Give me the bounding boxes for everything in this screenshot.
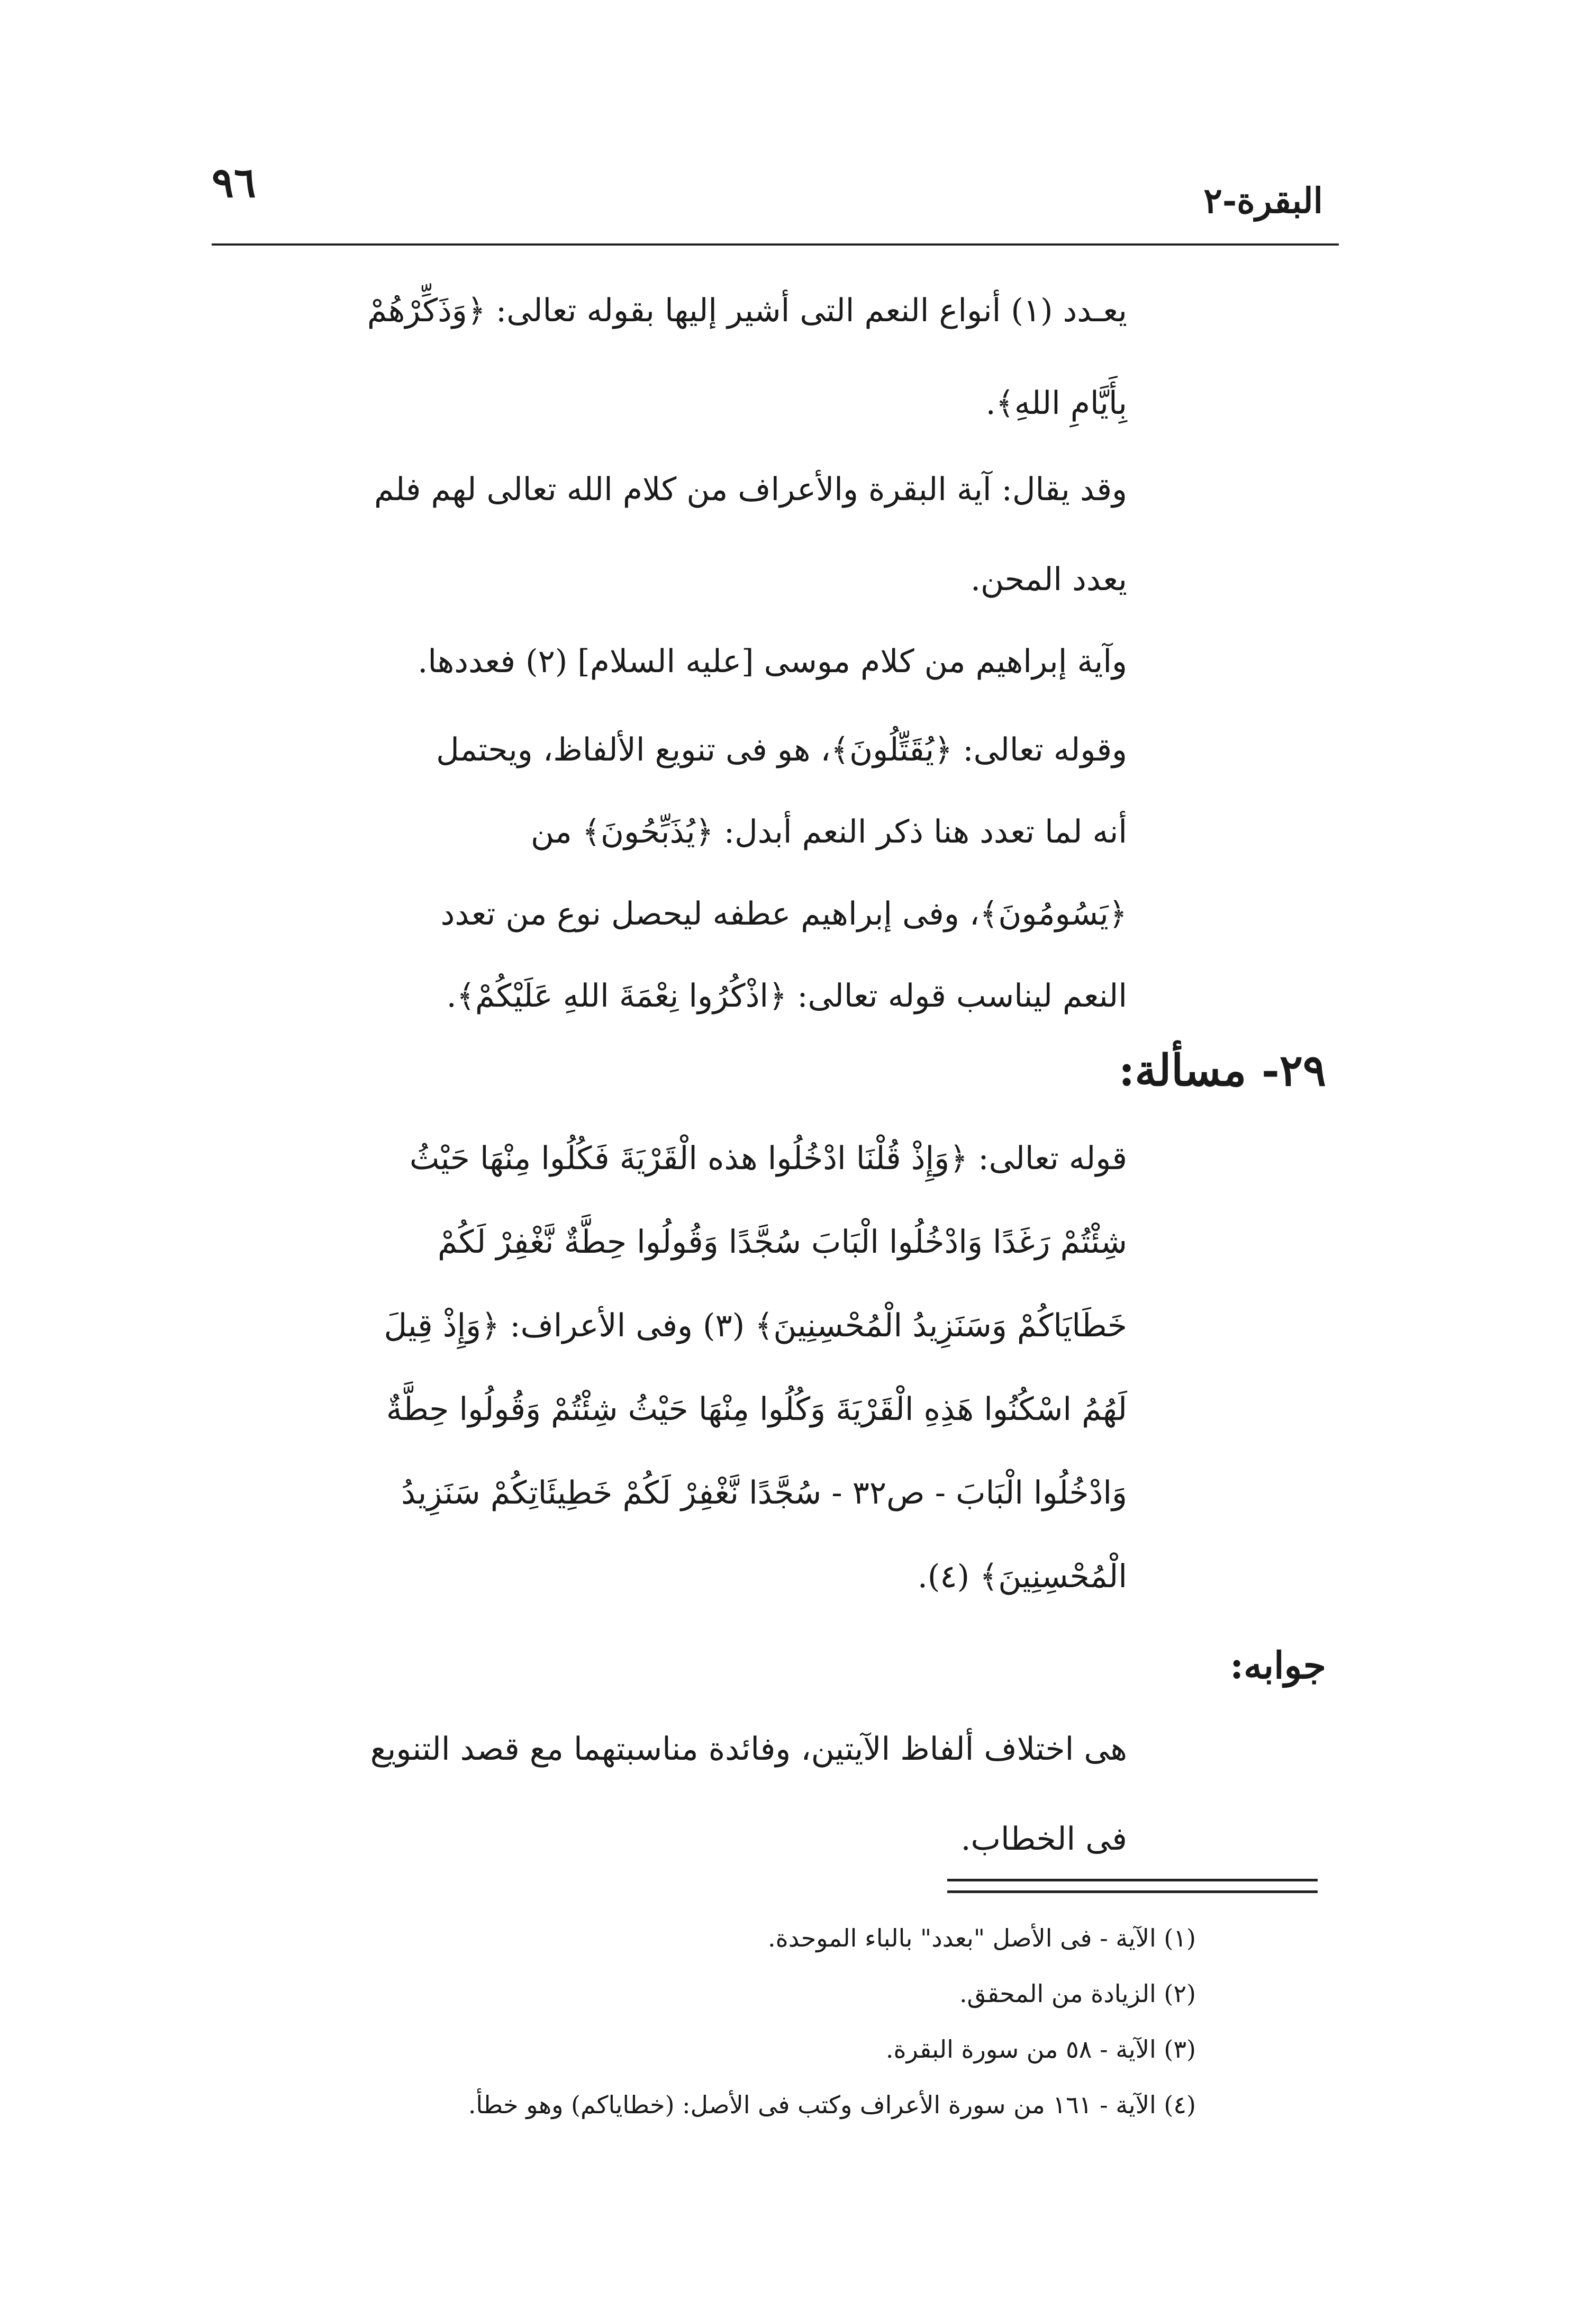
text-line: شِئْتُمْ رَغَدًا وَادْخُلُوا الْبَابَ سُجَّدًا وَقُولُوا حِطَّةٌ نَّغْفِرْ لَكُمْ bbox=[437, 1224, 1127, 1261]
paragraph-answer bbox=[201, 1704, 1127, 1884]
text-line: النعم ليناسب قوله تعالى: ﴿اذْكُرُوا نِعْمَةَ اللهِ عَلَيْكُمْ﴾. bbox=[446, 978, 1127, 1015]
footnote: (٣) الآية - ٥٨ من سورة البقرة. bbox=[885, 2035, 1196, 2063]
text-line: قوله تعالى: ﴿وَإِذْ قُلْنَا ادْخُلُوا هذه الْقَرْيَةَ فَكُلُوا مِنْهَا حَيْثُ bbox=[409, 1140, 1127, 1177]
footnote-divider bbox=[947, 1879, 1318, 1881]
text-line: هى اختلاف ألفاظ الآيتين، وفائدة مناسبتهما مع قصد التنويع bbox=[370, 1731, 1127, 1768]
text-line: ﴿يَسُومُونَ﴾، وفى إبراهيم عطفه ليحصل نوع من تعدد bbox=[440, 895, 1127, 933]
footnote: (٢) الزيادة من المحقق. bbox=[959, 1979, 1196, 2008]
paragraph-3 bbox=[201, 619, 1127, 704]
footnote: (١) الآية - فى الأصل "بعدد" بالباء الموحدة. bbox=[768, 1924, 1196, 1952]
text-line: وَادْخُلُوا الْبَابَ - ص٣٢ - سُجَّدًا نَّغْفِرْ لَكُمْ خَطِيئَاتِكُمْ سَنَزِيدُ bbox=[401, 1474, 1127, 1512]
text-line: خَطَايَاكُمْ وَسَنَزِيدُ الْمُحْسِنِينَ﴾ (٣) وفى الأعراف: ﴿وَإِذْ قِيلَ bbox=[384, 1307, 1127, 1344]
text-line: أنه لما تعدد هنا ذكر النعم أبدل: ﴿يُذَبِّحُونَ﴾ من bbox=[530, 813, 1127, 850]
footnotes bbox=[265, 1911, 1196, 2133]
text-line: الْمُحْسِنِينَ﴾ (٤). bbox=[917, 1558, 1127, 1595]
paragraph-4 bbox=[201, 709, 1127, 1037]
header-divider bbox=[212, 243, 1339, 246]
text-line: يعدد المحن. bbox=[970, 561, 1127, 598]
paragraph-question bbox=[201, 1117, 1127, 1618]
text-line: وآية إبراهيم من كلام موسى [عليه السلام] (٢) فعددها. bbox=[418, 643, 1127, 680]
page-number: ٩٦ bbox=[212, 159, 256, 207]
question-heading: ٢٩- مسألة: bbox=[1119, 1045, 1326, 1096]
footnote-divider bbox=[947, 1890, 1318, 1893]
paragraph-1 bbox=[201, 265, 1127, 450]
paragraph-2 bbox=[201, 445, 1127, 624]
text-line: وقوله تعالى: ﴿يُقَتِّلُونَ﴾، هو فى تنويع الألفاظ، ويحتمل bbox=[436, 731, 1127, 768]
text-line: لَهُمُ اسْكُنُوا هَذِهِ الْقَرْيَةَ وَكُلُوا مِنْهَا حَيْثُ شِئْتُمْ وَقُولُوا حِطَّةٌ bbox=[386, 1391, 1127, 1428]
running-title: البقرة-٢ bbox=[1203, 180, 1323, 221]
text-line: وقد يقال: آية البقرة والأعراف من كلام الله تعالى لهم فلم bbox=[374, 471, 1127, 508]
text-line: فى الخطاب. bbox=[960, 1821, 1127, 1858]
text-line: يعـدد (١) أنواع النعم التى أشير إليها بقوله تعالى: ﴿وَذَكِّرْهُمْ bbox=[367, 292, 1127, 329]
answer-heading: جوابه: bbox=[1230, 1643, 1326, 1687]
page-header bbox=[212, 159, 1323, 233]
text-line: بِأَيَّامِ اللهِ﴾. bbox=[985, 385, 1127, 422]
footnote: (٤) الآية - ١٦١ من سورة الأعراف وكتب فى الأصل: (خطاياكم) وهو خطأ. bbox=[468, 2090, 1196, 2119]
